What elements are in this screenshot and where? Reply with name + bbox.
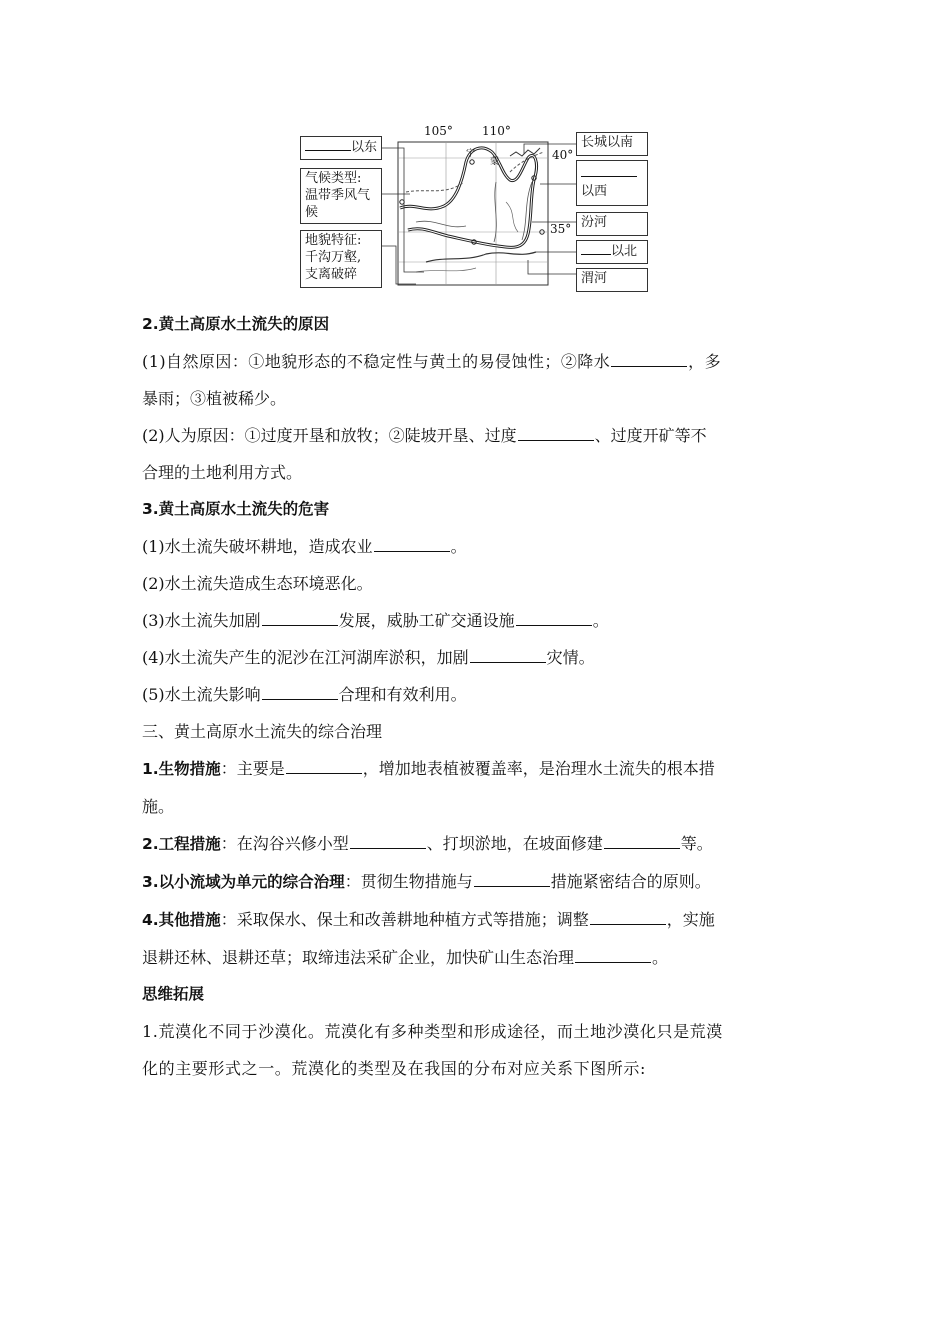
fill-blank	[518, 426, 594, 441]
label-landform: 地貌特征: 千沟万壑, 支离破碎	[300, 230, 382, 288]
latitude-40-label: 40°	[552, 148, 574, 162]
fill-blank	[286, 759, 362, 774]
label-wei-river: 渭河	[576, 268, 648, 292]
section-2-2-line1	[142, 417, 814, 454]
fill-blank	[350, 834, 426, 849]
measure-4-heading: 4.其他措施	[142, 911, 221, 929]
label-east-text: 以东	[351, 140, 378, 155]
fill-blank	[470, 648, 546, 663]
fill-blank	[516, 611, 592, 626]
longitude-105-label: 105°	[424, 124, 453, 138]
label-north	[576, 240, 648, 264]
text: 。	[652, 948, 669, 967]
section-3-4	[142, 639, 814, 676]
fill-blank	[590, 910, 666, 925]
fill-blank	[474, 872, 550, 887]
text: ：采取保水、保土和改善耕地种植方式等措施；调整	[220, 910, 589, 929]
label-north-blank	[581, 242, 611, 255]
measure-3	[142, 863, 814, 901]
extension-title: 思维拓展	[142, 985, 205, 1003]
extension-1-line2: 化的主要形式之一。荒漠化的类型及在我国的分布对应关系下图所示:	[142, 1059, 646, 1078]
text: (3)水土流失加剧	[142, 611, 261, 630]
text: (2)人为原因：①过度开垦和放牧；②陡坡开垦、过度	[142, 426, 517, 445]
label-north-text: 以北	[611, 244, 638, 259]
text: 等。	[680, 834, 713, 853]
text: (1)水土流失破坏耕地，造成农业	[142, 537, 373, 556]
document-body	[142, 306, 814, 1087]
measure-2-heading: 2.工程措施	[142, 835, 221, 853]
fill-blank	[604, 834, 680, 849]
section-3-title: 3.黄土高原水土流失的危害	[142, 500, 330, 518]
fill-blank	[374, 537, 450, 552]
label-west-blank	[581, 162, 637, 177]
measure-3-heading: 3.以小流域为单元的综合治理	[142, 873, 345, 891]
label-fen-river: 汾河	[576, 212, 648, 236]
section-3-1	[142, 528, 814, 565]
fill-blank	[262, 611, 338, 626]
section-2-1-line2: 暴雨；③植被稀少。	[142, 389, 287, 408]
section-3-5	[142, 676, 814, 713]
loess-plateau-map-figure	[296, 122, 654, 294]
label-west	[576, 160, 648, 206]
measure-1-line2: 施。	[142, 797, 175, 816]
measure-1-heading: 1.生物措施	[142, 760, 221, 778]
section-3-2: (2)水土流失造成生态环境恶化。	[142, 574, 373, 593]
section-2-1-line1	[142, 343, 814, 380]
text: 措施紧密结合的原则。	[550, 872, 711, 891]
measure-4-line2	[142, 939, 814, 976]
map-text-ning: 宁	[466, 149, 476, 159]
fill-blank	[611, 352, 687, 367]
latitude-35-label: 35°	[550, 222, 572, 236]
part-3-title: 三、黄土高原水土流失的综合治理	[142, 722, 383, 741]
text: (5)水土流失影响	[142, 685, 261, 704]
text: ，多	[688, 352, 722, 371]
text: ：贯彻生物措施与	[344, 872, 473, 891]
text: 。	[450, 537, 467, 556]
label-east-blank	[305, 138, 351, 151]
fill-blank	[575, 948, 651, 963]
longitude-110-label: 110°	[482, 124, 511, 138]
text: (1)自然原因：①地貌形态的不稳定性与黄土的易侵蚀性；②降水	[142, 352, 611, 371]
measure-4-line1	[142, 901, 814, 939]
text: ，增加地表植被覆盖率，是治理水土流失的根本措	[362, 759, 715, 778]
label-great-wall: 长城以南	[576, 132, 648, 156]
section-2-title: 2.黄土高原水土流失的原因	[142, 315, 330, 333]
section-3-3	[142, 602, 814, 639]
text: 、打坝淤地，在坡面修建	[426, 834, 603, 853]
text: 、过度开矿等不	[594, 426, 707, 445]
text: 灾情。	[546, 648, 595, 667]
fill-blank	[262, 685, 338, 700]
text: ：在沟谷兴修小型	[220, 834, 349, 853]
text: ：主要是	[220, 759, 285, 778]
measure-1-line1	[142, 750, 814, 788]
text: 发展，威胁工矿交通设施	[338, 611, 515, 630]
label-east	[300, 136, 382, 160]
map-text-meng: 蒙	[490, 157, 500, 167]
measure-2	[142, 825, 814, 863]
label-west-text: 以西	[581, 184, 608, 199]
text: 。	[592, 611, 609, 630]
text: 退耕还林、退耕还草；取缔违法采矿企业，加快矿山生态治理	[142, 948, 575, 967]
section-2-2-line2: 合理的土地利用方式。	[142, 463, 303, 482]
text: 合理和有效利用。	[338, 685, 467, 704]
text: (4)水土流失产生的泥沙在江河湖库淤积，加剧	[142, 648, 469, 667]
label-climate: 气候类型: 温带季风气 候	[300, 168, 382, 224]
extension-1-line1: 1.荒漠化不同于沙漠化。荒漠化有多种类型和形成途径，而土地沙漠化只是荒漠	[142, 1022, 723, 1041]
text: ，实施	[666, 910, 715, 929]
